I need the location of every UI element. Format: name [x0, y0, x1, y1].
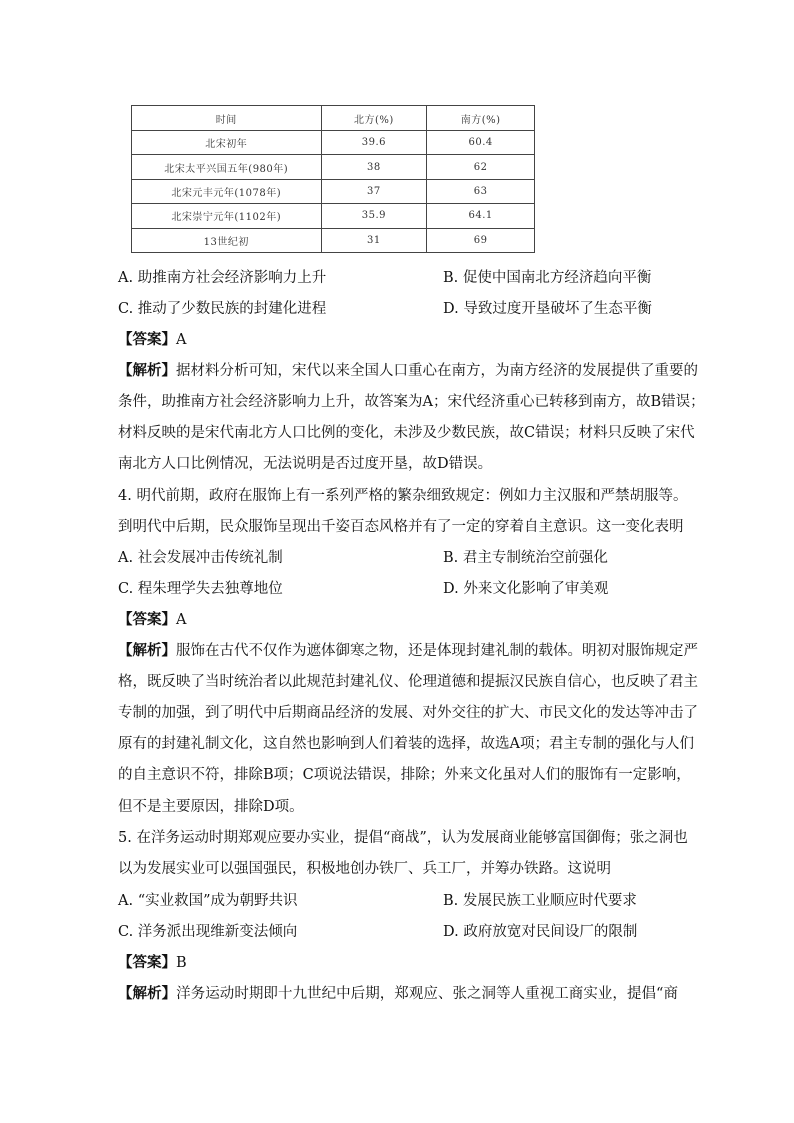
table-cell: 60.4: [427, 131, 535, 155]
population-table: [131, 105, 535, 253]
answer-value: A: [176, 332, 187, 348]
q3-option-c: C. 推动了少数民族的封建化进程: [118, 301, 327, 317]
q3-option-a: A. 助推南方社会经济影响力上升: [118, 270, 327, 286]
q4-option-d: D. 外来文化影响了审美观: [443, 581, 609, 597]
table-cell: 69: [427, 228, 535, 252]
q5-answer: [118, 953, 678, 973]
q5-option-c: C. 洋务派出现维新变法倾向: [118, 924, 298, 940]
table-cell: 37: [321, 179, 427, 203]
analysis-label: 【解析】: [118, 985, 177, 1002]
q3-option-d: D. 导致过度开垦破坏了生态平衡: [443, 301, 652, 317]
q5-option-a: A. “实业救国”成为朝野共识: [118, 893, 298, 909]
table-cell: 北宋初年: [132, 131, 322, 155]
table-cell: 35.9: [321, 204, 427, 228]
q4-stem-line: 4. 明代前期，政府在服饰上有一系列严格的繁杂细致规定：例如力主汉服和严禁胡服等。: [118, 488, 688, 504]
q4-analysis-line: [118, 641, 698, 661]
table-row: [132, 131, 535, 155]
q4-analysis-line: 格，既反映了当时统治者以此规范封建礼仪、伦理道德和提振汉民族自信心，也反映了君主: [118, 674, 698, 690]
table-header-cell: 北方(%): [321, 106, 427, 131]
q4-option-a: A. 社会发展冲击传统礼制: [118, 550, 283, 566]
table-cell: 31: [321, 228, 427, 252]
answer-label: 【答案】: [118, 331, 176, 348]
q4-option-c: C. 程朱理学失去独尊地位: [118, 581, 283, 597]
table-row: [132, 179, 535, 203]
table-cell: 64.1: [427, 204, 535, 228]
table-row: [132, 155, 535, 179]
table-row: [132, 228, 535, 252]
q3-option-b: B. 促使中国南北方经济趋向平衡: [443, 270, 652, 286]
table-header-row: [132, 106, 535, 131]
answer-value: A: [176, 612, 187, 628]
q5-option-b: B. 发展民族工业顺应时代要求: [443, 893, 637, 909]
q5-analysis-line: [118, 984, 678, 1004]
q4-analysis-line: 但不是主要原因，排除D项。: [118, 799, 304, 815]
table-cell: 13世纪初: [132, 228, 322, 252]
table-cell: 北宋太平兴国五年(980年): [132, 155, 322, 179]
table-cell: 62: [427, 155, 535, 179]
analysis-text: 服饰在古代不仅作为遮体御寒之物，还是体现封建礼制的载体。明初对服饰规定严: [176, 643, 698, 659]
table-cell: 63: [427, 179, 535, 203]
answer-label: 【答案】: [118, 611, 176, 628]
table-header-cell: 时间: [132, 106, 322, 131]
analysis-text: 洋务运动时期即十九世纪中后期，郑观应、张之洞等人重视工商实业，提倡“商: [176, 986, 678, 1002]
table-cell: 北宋元丰元年(1078年): [132, 179, 322, 203]
q4-answer: [118, 610, 678, 630]
q5-option-d: D. 政府放宽对民间设厂的限制: [443, 924, 638, 940]
analysis-label: 【解析】: [118, 362, 176, 379]
answer-value: B: [176, 955, 187, 971]
q3-analysis-line: 条件，助推南方社会经济影响力上升，故答案为A；宋代经济重心已转移到南方，故B错误；: [118, 394, 705, 410]
q4-analysis-line: 的自主意识不符，排除B项；C项说法错误，排除；外来文化虽对人们的服饰有一定影响，: [118, 767, 691, 783]
table-cell: 北宋崇宁元年(1102年): [132, 204, 322, 228]
analysis-text: 据材料分析可知，宋代以来全国人口重心在南方，为南方经济的发展提供了重要的: [176, 363, 698, 379]
q5-stem-line: 5. 在洋务运动时期郑观应要办实业，提倡“商战”，认为发展商业能够富国御侮；张之洞也: [118, 830, 688, 846]
q3-analysis-line: [118, 361, 698, 381]
table-row: [132, 204, 535, 228]
q4-stem-line: 到明代中后期，民众服饰呈现出千姿百态风格并有了一定的穿着自主意识。这一变化表明: [118, 519, 684, 535]
q3-answer: [118, 330, 678, 350]
analysis-label: 【解析】: [118, 642, 176, 659]
q4-analysis-line: 原有的封建礼制文化，这自然也影响到人们着装的选择，故选A项；君主专制的强化与人们: [118, 736, 694, 752]
q3-analysis-line: 材料反映的是宋代南北方人口比例的变化，未涉及少数民族，故C错误；材料只反映了宋代: [118, 425, 695, 441]
q5-stem-line: 以为发展实业可以强国强民，积极地创办铁厂、兵工厂，并筹办铁路。这说明: [118, 861, 611, 877]
answer-label: 【答案】: [118, 954, 176, 971]
table-cell: 38: [321, 155, 427, 179]
table-header-cell: 南方(%): [427, 106, 535, 131]
q4-analysis-line: 专制的加强，到了明代中后期商品经济的发展、对外交往的扩大、市民文化的发达等冲击了: [118, 705, 698, 721]
q4-option-b: B. 君主专制统治空前强化: [443, 550, 608, 566]
table-cell: 39.6: [321, 131, 427, 155]
q3-analysis-line: 南北方人口比例情况，无法说明是否过度开垦，故D错误。: [118, 456, 493, 472]
